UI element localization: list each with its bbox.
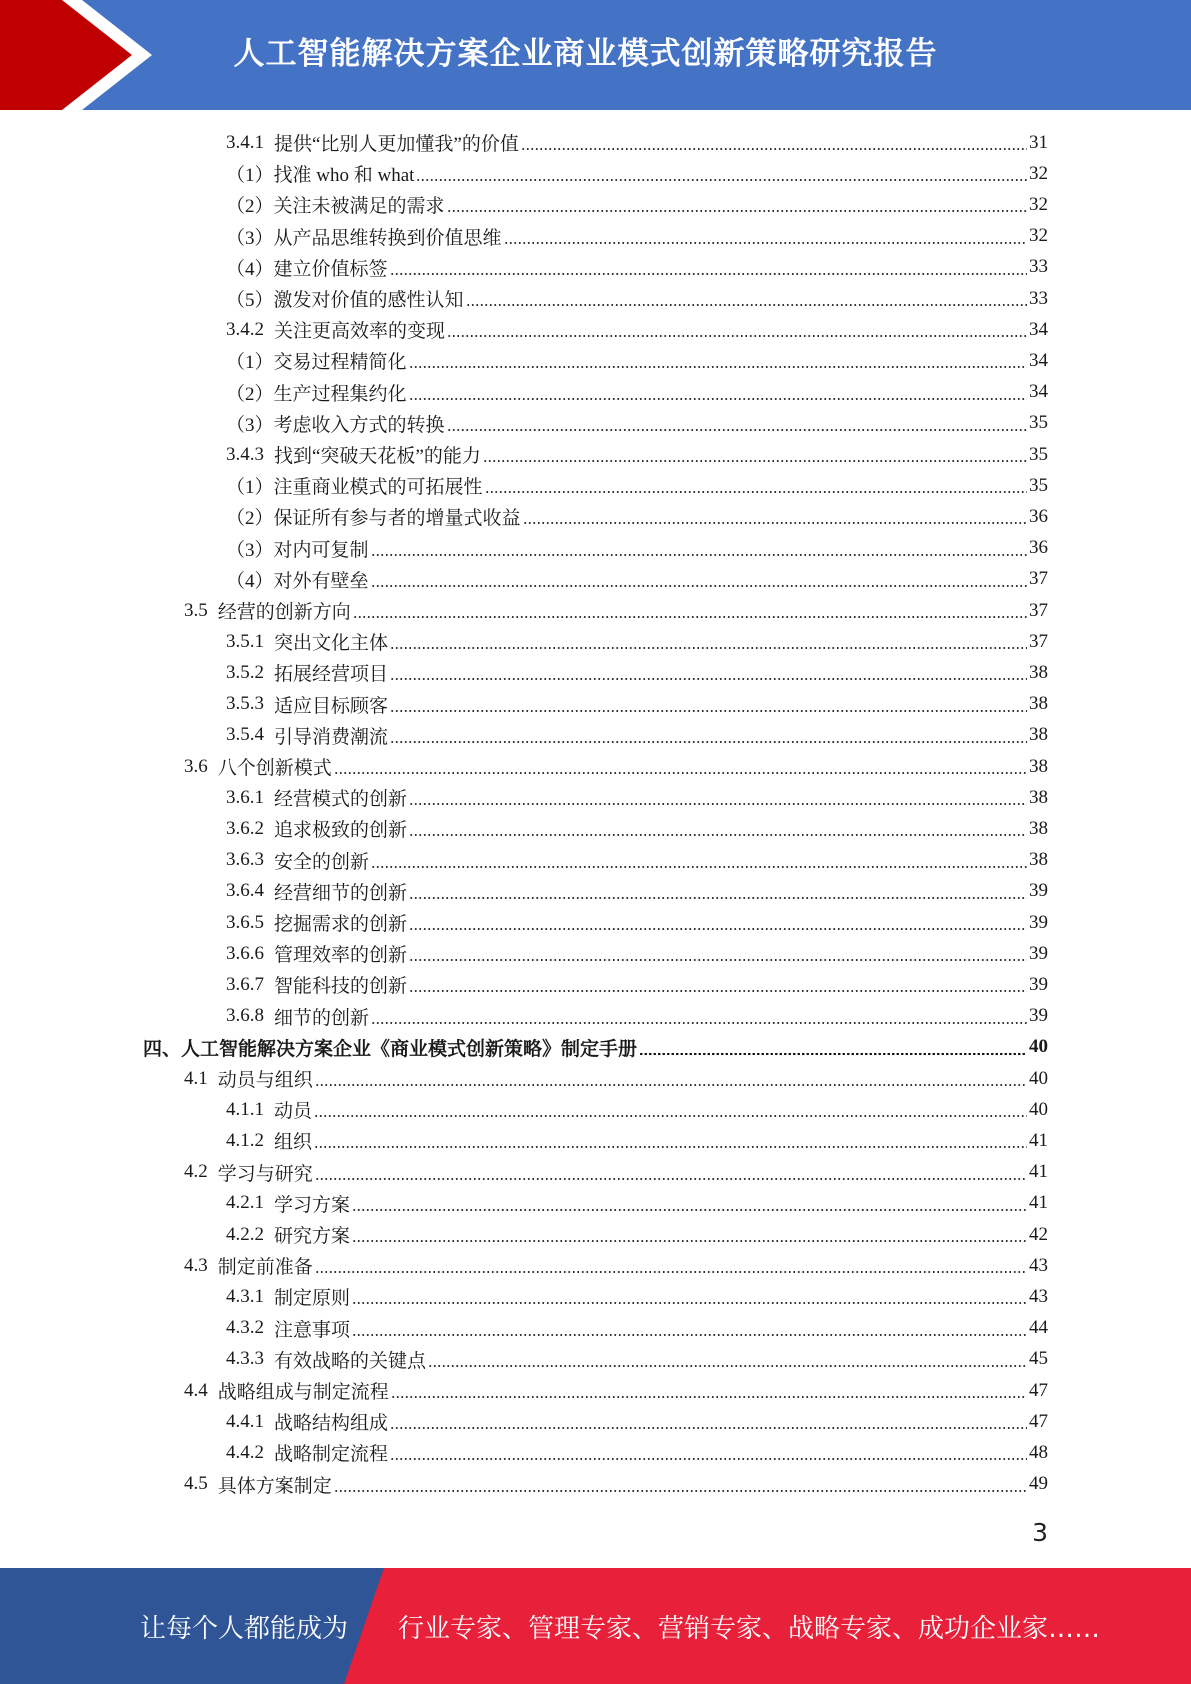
toc-dot-leader xyxy=(409,803,1027,805)
toc-dot-leader xyxy=(371,1022,1027,1024)
toc-dot-leader xyxy=(409,398,1027,400)
toc-entry-title: 管理效率的创新 xyxy=(274,945,408,967)
toc-entry-title: 拓展经营项目 xyxy=(274,664,389,686)
toc-entry-title: 动员 xyxy=(274,1101,313,1123)
toc-entry[interactable] xyxy=(226,813,1048,844)
toc-entry-page: 37 xyxy=(1029,630,1048,652)
toc-entry[interactable] xyxy=(226,1001,1048,1032)
toc-entry-page: 35 xyxy=(1029,474,1048,496)
toc-entry-page: 49 xyxy=(1029,1473,1048,1495)
toc-entry-number: 3.6.8 xyxy=(226,1005,264,1027)
toc-dot-leader xyxy=(315,1178,1027,1180)
toc-entry-title: 考虑收入方式的转换 xyxy=(273,414,445,436)
report-title: 人工智能解决方案企业商业模式创新策略研究报告 xyxy=(233,35,938,72)
toc-entry-title: 建立价值标签 xyxy=(273,258,388,280)
toc-entry-title: 找到“突破天花板”的能力 xyxy=(274,446,481,467)
toc-entry-number: （2） xyxy=(226,383,274,405)
toc-entry-title: 关注更高效率的变现 xyxy=(274,321,446,343)
page-number: 3 xyxy=(1032,1518,1048,1547)
toc-entry-page: 39 xyxy=(1029,880,1048,902)
toc-entry-number: （2） xyxy=(226,196,274,218)
toc-entry[interactable] xyxy=(226,501,1048,532)
toc-entry-title: 经营模式的创新 xyxy=(274,789,408,811)
toc-entry[interactable] xyxy=(226,876,1048,907)
toc-entry-title: 研究方案 xyxy=(274,1226,351,1247)
toc-entry-page: 43 xyxy=(1029,1254,1048,1276)
toc-entry-page: 47 xyxy=(1029,1410,1048,1432)
toc-entry[interactable] xyxy=(226,408,1048,439)
toc-entry[interactable] xyxy=(226,969,1048,1000)
toc-entry-page: 39 xyxy=(1029,942,1048,964)
toc-entry-title: 引导消费潮流 xyxy=(274,726,389,748)
toc-entry-page: 36 xyxy=(1029,505,1048,527)
toc-entry[interactable] xyxy=(226,470,1048,501)
toc-dot-leader xyxy=(447,210,1027,212)
toc-dot-leader xyxy=(447,335,1027,337)
toc-entry-number: 3.4.1 xyxy=(226,131,264,153)
toc-entry-title: 关注未被满足的需求 xyxy=(273,196,445,218)
toc-dot-leader xyxy=(409,897,1027,899)
toc-dot-leader xyxy=(504,242,1027,244)
footer-slogan-left: 让每个人都能成为 xyxy=(140,1613,349,1644)
toc-entry-title: 有效战略的关键点 xyxy=(274,1350,427,1372)
toc-entry[interactable] xyxy=(226,1188,1048,1219)
toc-entry-number: 4.2.2 xyxy=(226,1223,264,1245)
toc-entry[interactable] xyxy=(226,689,1048,720)
toc-entry-title: 动员与组织 xyxy=(217,1070,313,1091)
toc-dot-leader xyxy=(352,1334,1027,1336)
toc-entry[interactable] xyxy=(226,1219,1048,1250)
toc-entry-title: 战略组成与制定流程 xyxy=(217,1382,389,1403)
toc-entry[interactable] xyxy=(226,564,1048,595)
toc-dot-leader xyxy=(315,1084,1027,1086)
toc-entry-number: 3.6.2 xyxy=(226,817,264,839)
toc-entry[interactable] xyxy=(226,720,1048,751)
toc-entry-page: 39 xyxy=(1029,973,1048,995)
toc-dot-leader xyxy=(483,460,1027,462)
toc-entry-number: 4.4.2 xyxy=(226,1441,264,1463)
toc-entry-page: 36 xyxy=(1029,537,1048,559)
toc-entry-page: 31 xyxy=(1029,131,1048,153)
toc-entry[interactable] xyxy=(226,845,1048,876)
toc-entry-page: 47 xyxy=(1029,1379,1048,1401)
toc-entry[interactable] xyxy=(226,127,1048,158)
toc-dot-leader xyxy=(409,959,1027,961)
page-header xyxy=(0,0,1191,110)
toc-entry-number: 4.5 xyxy=(184,1473,208,1495)
toc-entry-number: 4.1.2 xyxy=(226,1129,264,1151)
toc-entry[interactable] xyxy=(226,377,1048,408)
toc-entry-page: 37 xyxy=(1029,599,1048,621)
toc-dot-leader xyxy=(428,1365,1027,1367)
toc-dot-leader xyxy=(390,710,1027,712)
toc-entry-page: 38 xyxy=(1029,849,1048,871)
toc-entry-number: 4.4 xyxy=(184,1379,208,1401)
toc-entry-page: 37 xyxy=(1029,568,1048,590)
toc-dot-leader xyxy=(371,585,1027,587)
toc-entry-number: 3.5.2 xyxy=(226,661,264,683)
toc-entry-title: 制定前准备 xyxy=(217,1257,313,1279)
toc-entry-title: 经营的创新方向 xyxy=(217,602,351,623)
toc-entry-number: 4.3.3 xyxy=(226,1348,264,1370)
toc-entry-page: 35 xyxy=(1029,443,1048,465)
toc-entry-page: 41 xyxy=(1029,1161,1048,1183)
toc-entry-page: 38 xyxy=(1029,724,1048,746)
toc-entry[interactable] xyxy=(226,533,1048,564)
toc-entry-title: 学习方案 xyxy=(274,1194,351,1216)
toc-entry-page: 41 xyxy=(1029,1192,1048,1214)
toc-dot-leader xyxy=(390,647,1027,649)
toc-dot-leader xyxy=(390,1427,1027,1429)
toc-entry-page: 38 xyxy=(1029,693,1048,715)
toc-entry-title: 找准 who 和 what xyxy=(273,165,415,187)
toc-entry-number: 3.6.5 xyxy=(226,911,264,933)
toc-entry-page: 43 xyxy=(1029,1285,1048,1307)
toc-entry-page: 38 xyxy=(1029,817,1048,839)
toc-dot-leader xyxy=(466,304,1027,306)
toc-entry-number: 3.5.3 xyxy=(226,693,264,715)
toc-entry[interactable] xyxy=(226,1406,1048,1437)
toc-entry-number: （1） xyxy=(226,477,274,499)
toc-entry-title: 突出文化主体 xyxy=(274,633,389,655)
toc-entry-page: 48 xyxy=(1029,1441,1048,1463)
toc-entry[interactable] xyxy=(226,907,1048,938)
footer-slogan-right: 行业专家、管理专家、营销专家、战略专家、成功企业家…… xyxy=(398,1613,1101,1644)
toc-entry-number: 4.4.1 xyxy=(226,1410,264,1432)
toc-entry[interactable] xyxy=(184,751,1048,782)
toc-entry[interactable] xyxy=(226,1094,1048,1125)
toc-dot-leader xyxy=(390,678,1027,680)
toc-entry-page: 38 xyxy=(1029,661,1048,683)
toc-entry[interactable] xyxy=(226,782,1048,813)
toc-entry-number: 3.5.1 xyxy=(226,630,264,652)
toc-entry-title: 激发对价值的感性认知 xyxy=(273,290,464,311)
toc-entry[interactable] xyxy=(184,1250,1048,1281)
toc-entry[interactable] xyxy=(226,283,1048,314)
toc-entry-page: 39 xyxy=(1029,911,1048,933)
toc-entry-number: （3） xyxy=(226,539,274,561)
toc-entry-title: 对内可复制 xyxy=(273,539,369,561)
toc-dot-leader xyxy=(314,1146,1027,1148)
toc-entry-page: 38 xyxy=(1029,786,1048,808)
toc-entry-number: （3） xyxy=(226,414,274,436)
toc-entry-title: 从产品思维转换到价值思维 xyxy=(273,227,502,249)
toc-dot-leader xyxy=(352,1240,1027,1242)
toc-entry-title: 保证所有参与者的增量式收益 xyxy=(273,508,521,530)
toc-entry-page: 40 xyxy=(1029,1036,1048,1058)
toc-entry-title: 经营细节的创新 xyxy=(274,882,408,904)
toc-entry-page: 34 xyxy=(1029,318,1048,340)
toc-entry-number: 4.3 xyxy=(184,1254,208,1276)
toc-entry[interactable] xyxy=(226,938,1048,969)
toc-entry-title: 对外有壁垒 xyxy=(273,570,369,592)
toc-entry-title: 安全的创新 xyxy=(274,851,370,873)
toc-entry-number: 4.2 xyxy=(184,1161,208,1183)
toc-entry-number: 4.1 xyxy=(184,1067,208,1089)
toc-dot-leader xyxy=(447,429,1027,431)
toc-entry-number: （2） xyxy=(226,508,274,530)
toc-entry[interactable] xyxy=(184,1063,1048,1094)
toc-dot-leader xyxy=(485,491,1027,493)
toc-entry-title: 细节的创新 xyxy=(274,1007,370,1029)
toc-entry[interactable] xyxy=(226,158,1048,189)
toc-entry-title: 提供“比别人更加懂我”的价值 xyxy=(274,134,519,155)
toc-dot-leader xyxy=(353,616,1027,618)
toc-entry-page: 39 xyxy=(1029,1005,1048,1027)
toc-entry-number: 4.2.1 xyxy=(226,1192,264,1214)
toc-dot-leader xyxy=(409,990,1027,992)
toc-entry[interactable] xyxy=(226,1125,1048,1156)
toc-dot-leader xyxy=(315,1271,1027,1273)
toc-dot-leader xyxy=(523,522,1027,524)
toc-dot-leader xyxy=(409,366,1027,368)
toc-entry[interactable] xyxy=(184,1375,1048,1406)
toc-dot-leader xyxy=(409,834,1027,836)
toc-entry-page: 45 xyxy=(1029,1348,1048,1370)
toc-entry[interactable] xyxy=(226,221,1048,252)
toc-entry-number: 3.6.6 xyxy=(226,942,264,964)
toc-entry-page: 32 xyxy=(1029,193,1048,215)
toc-entry-page: 44 xyxy=(1029,1317,1048,1339)
toc-entry-title: 适应目标顾客 xyxy=(274,695,389,717)
toc-entry[interactable] xyxy=(226,439,1048,470)
toc-entry-page: 32 xyxy=(1029,162,1048,184)
toc-entry[interactable] xyxy=(226,626,1048,657)
toc-entry-page: 32 xyxy=(1029,225,1048,247)
toc-entry-number: 3.6.1 xyxy=(226,786,264,808)
toc-entry[interactable] xyxy=(226,314,1048,345)
toc-entry[interactable] xyxy=(226,1437,1048,1468)
toc-dot-leader xyxy=(334,1490,1027,1492)
toc-entry-title: 八个创新模式 xyxy=(217,758,332,779)
toc-dot-leader xyxy=(639,1053,1027,1055)
toc-dot-leader xyxy=(352,1302,1027,1304)
toc-entry-number: 4.1.1 xyxy=(226,1098,264,1120)
toc-entry-title: 战略制定流程 xyxy=(274,1444,389,1466)
toc-entry-title: 注重商业模式的可拓展性 xyxy=(273,477,483,499)
toc-entry-title: 制定原则 xyxy=(274,1288,351,1310)
toc-entry[interactable] xyxy=(226,1344,1048,1375)
toc-entry-page: 42 xyxy=(1029,1223,1048,1245)
toc-entry-title: 组织 xyxy=(274,1132,313,1154)
toc-entry-page: 40 xyxy=(1029,1098,1048,1120)
toc-entry-number: （1） xyxy=(226,352,274,374)
toc-entry-title: 具体方案制定 xyxy=(217,1475,332,1497)
toc-entry-number: 3.5.4 xyxy=(226,724,264,746)
toc-entry-page: 34 xyxy=(1029,349,1048,371)
toc-dot-leader xyxy=(391,1396,1027,1398)
toc-dot-leader xyxy=(409,928,1027,930)
toc-entry-number: 3.5 xyxy=(184,599,208,621)
toc-entry[interactable] xyxy=(226,345,1048,376)
toc-entry-title: 四、人工智能解决方案企业《商业模式创新策略》制定手册 xyxy=(143,1038,638,1060)
toc-dot-leader xyxy=(334,772,1027,774)
toc-dot-leader xyxy=(390,1458,1027,1460)
toc-entry-page: 33 xyxy=(1029,256,1048,278)
toc-entry[interactable] xyxy=(226,1313,1048,1344)
toc-entry-number: （4） xyxy=(226,570,274,592)
toc-entry-number: （4） xyxy=(226,258,274,280)
toc-entry-title: 挖掘需求的创新 xyxy=(274,914,408,935)
toc-entry-page: 38 xyxy=(1029,755,1048,777)
toc-entry[interactable] xyxy=(184,1157,1048,1188)
toc-entry[interactable] xyxy=(226,657,1048,688)
toc-entry-number: 3.4.3 xyxy=(226,443,264,465)
toc-entry-title: 学习与研究 xyxy=(217,1163,313,1185)
toc-dot-leader xyxy=(314,1115,1027,1117)
toc-entry-number: 4.3.1 xyxy=(226,1285,264,1307)
toc-dot-leader xyxy=(521,148,1027,150)
toc-entry-title: 追求极致的创新 xyxy=(274,820,408,842)
toc-entry-number: 4.3.2 xyxy=(226,1317,264,1339)
toc-entry-page: 35 xyxy=(1029,412,1048,434)
toc-entry-page: 34 xyxy=(1029,381,1048,403)
toc-dot-leader xyxy=(371,554,1027,556)
toc-entry-page: 41 xyxy=(1029,1129,1048,1151)
toc-entry[interactable] xyxy=(184,1469,1048,1500)
toc-entry-number: 3.6.4 xyxy=(226,880,264,902)
toc-entry-page: 33 xyxy=(1029,287,1048,309)
toc-entry-title: 生产过程集约化 xyxy=(273,383,407,405)
toc-entry-number: （1） xyxy=(226,165,274,187)
toc-dot-leader xyxy=(390,741,1027,743)
toc-entry-page: 40 xyxy=(1029,1067,1048,1089)
toc-dot-leader xyxy=(352,1209,1027,1211)
toc-entry-title: 交易过程精简化 xyxy=(273,352,407,374)
toc-entry-number: 3.6 xyxy=(184,755,208,777)
toc-entry[interactable] xyxy=(143,1032,1048,1063)
toc-entry[interactable] xyxy=(226,1281,1048,1312)
toc-entry[interactable] xyxy=(184,595,1048,626)
toc-entry-number: 3.6.3 xyxy=(226,849,264,871)
toc-dot-leader xyxy=(416,179,1027,181)
toc-entry-number: （3） xyxy=(226,227,274,249)
toc-dot-leader xyxy=(371,866,1027,868)
toc-entry[interactable] xyxy=(226,252,1048,283)
toc-entry-number: 3.4.2 xyxy=(226,318,264,340)
toc-dot-leader xyxy=(390,273,1027,275)
toc-entry-number: （5） xyxy=(226,290,274,311)
toc-entry-title: 智能科技的创新 xyxy=(274,976,408,998)
toc-entry-title: 战略结构组成 xyxy=(274,1413,389,1435)
toc-entry[interactable] xyxy=(226,189,1048,220)
toc-entry-title: 注意事项 xyxy=(274,1319,351,1341)
toc-entry-number: 3.6.7 xyxy=(226,973,264,995)
page-footer xyxy=(0,1568,1191,1684)
